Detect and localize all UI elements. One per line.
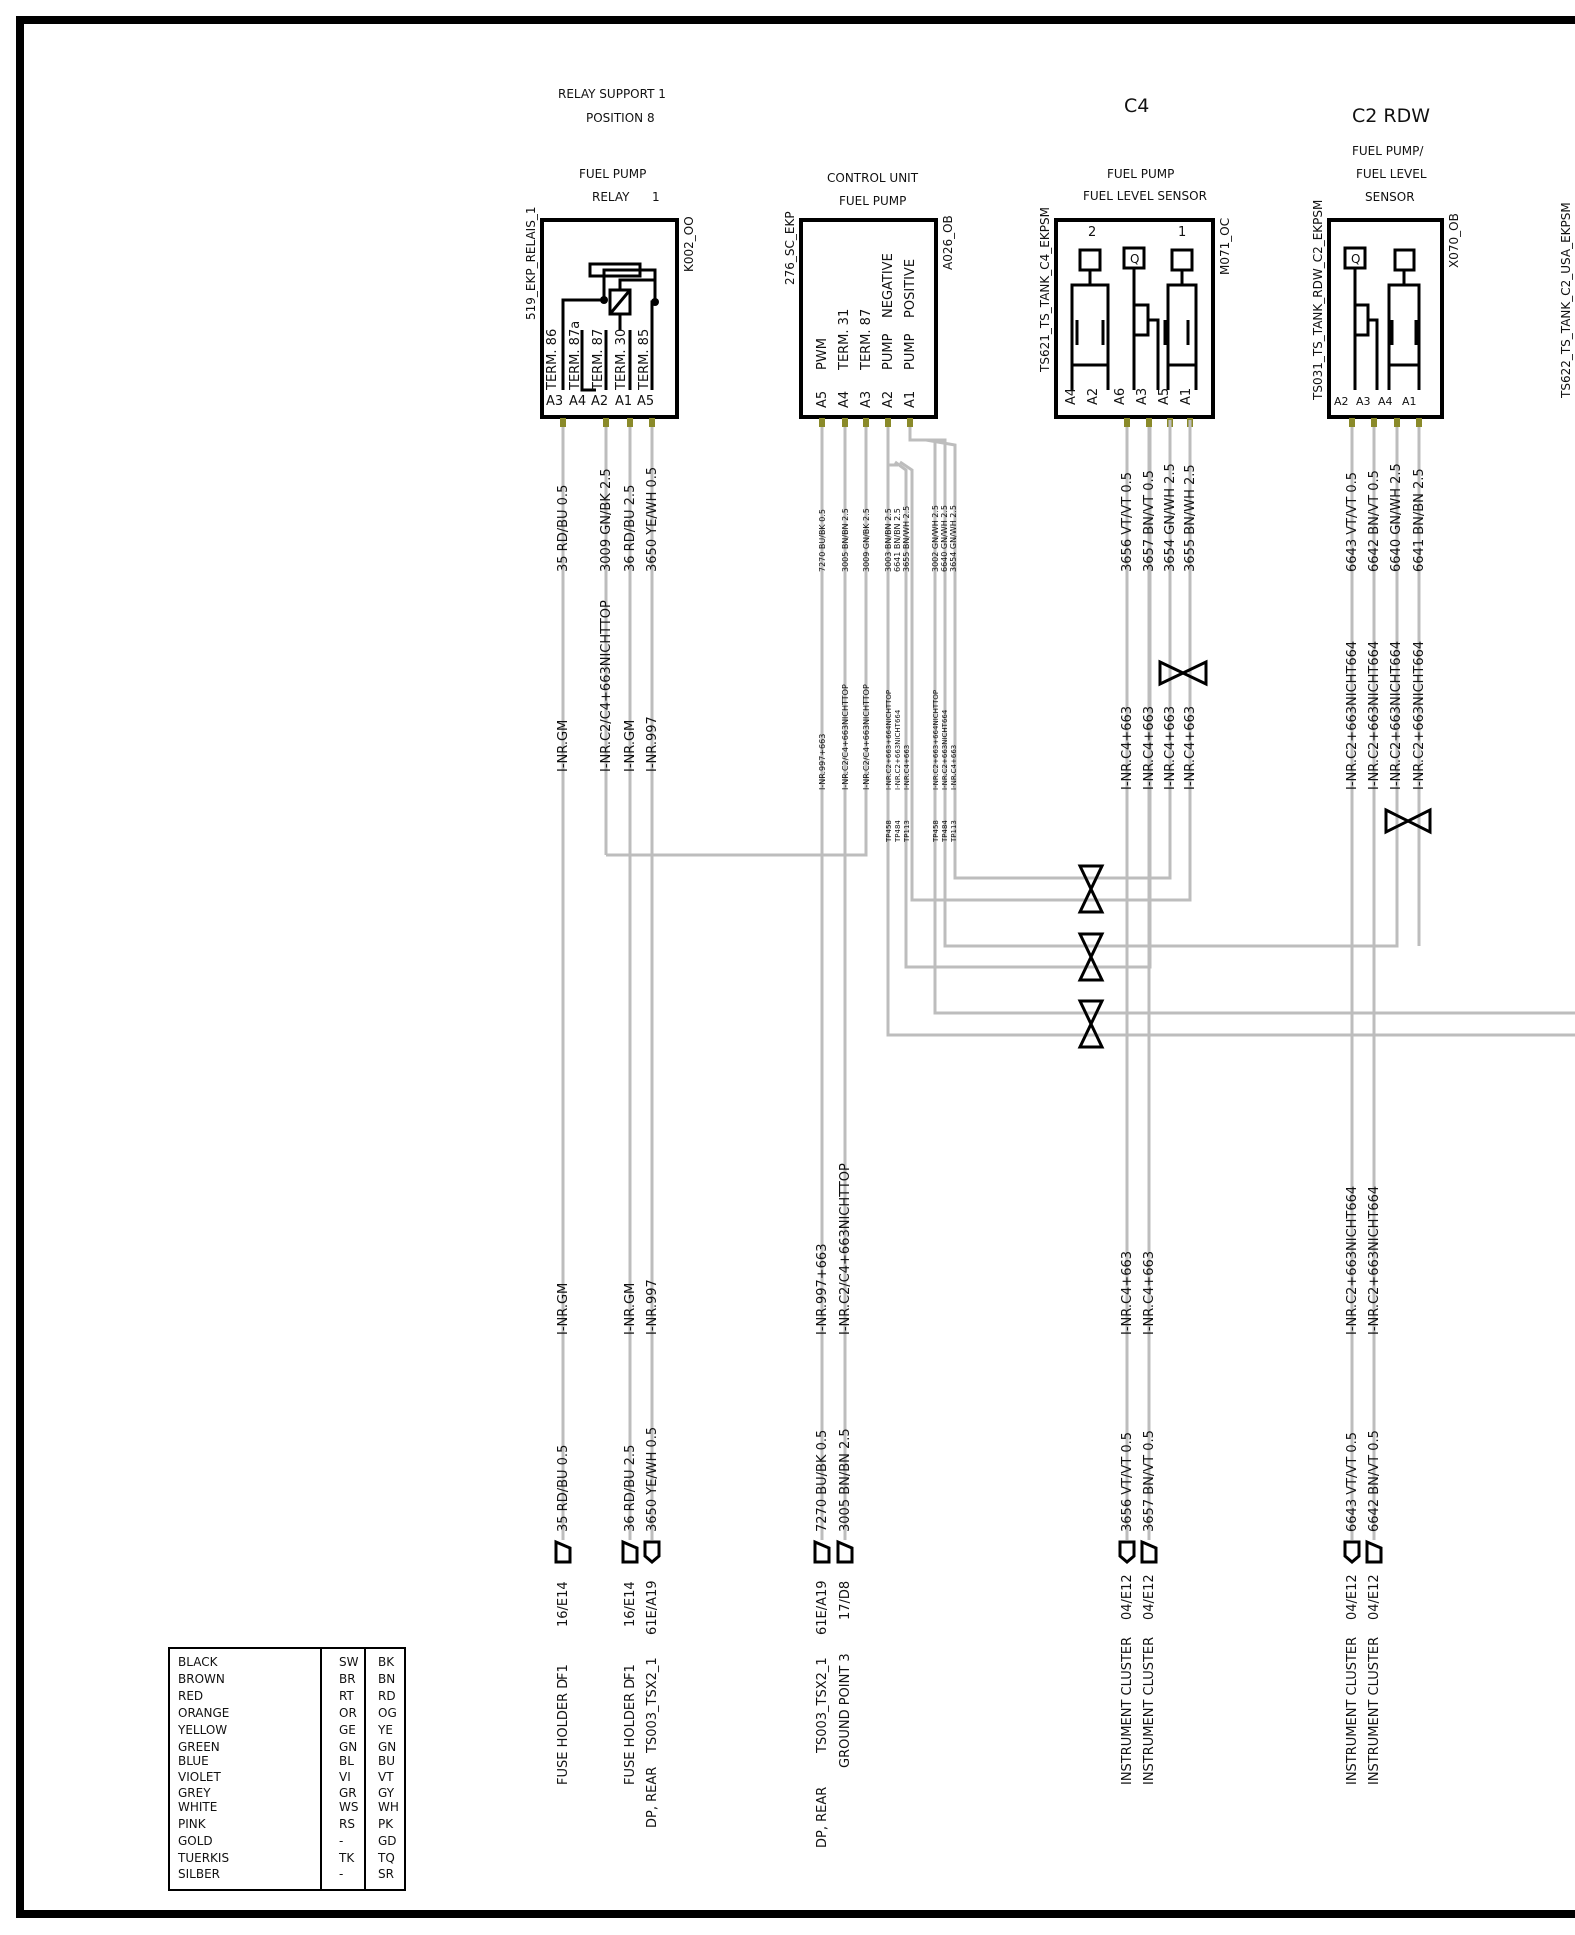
svg-text:3005 BN/BN 2.5: 3005 BN/BN 2.5: [841, 508, 850, 572]
variant-title-c2: C2 RDW: [1352, 105, 1431, 127]
cu-right-code: A026_OB: [941, 215, 955, 270]
legend-german-12: TK: [339, 1851, 355, 1865]
svg-text:16/E14: 16/E14: [623, 1581, 638, 1627]
svg-text:I-NR.C2+663NICHT664: I-NR.C2+663NICHT664: [1367, 1185, 1382, 1335]
variant-title-c4: C4: [1124, 95, 1150, 117]
svg-text:A1: A1: [615, 394, 633, 409]
svg-text:A2: A2: [1334, 395, 1349, 408]
svg-text:3655 BN/WH 2.5: 3655 BN/WH 2.5: [1183, 464, 1198, 572]
legend-german-9: WS: [339, 1800, 359, 1814]
legend-german-8: GR: [339, 1786, 357, 1800]
svg-text:I-NR.C4+663: I-NR.C4+663: [950, 744, 958, 790]
svg-text:A4: A4: [837, 390, 852, 408]
svg-text:Q: Q: [1351, 252, 1361, 266]
svg-text:I-NR.GM: I-NR.GM: [623, 1282, 638, 1335]
svg-text:A5: A5: [815, 390, 830, 408]
legend-german-6: BL: [339, 1754, 354, 1768]
svg-text:DP, REAR: DP, REAR: [815, 1786, 830, 1848]
legend-colors-13: SILBER: [178, 1867, 220, 1881]
svg-text:3003 BN/BN 2.5: 3003 BN/BN 2.5: [884, 508, 893, 572]
legend-german-3: OR: [339, 1706, 357, 1720]
svg-text:I-NR.C4+663: I-NR.C4+663: [1142, 1250, 1157, 1335]
svg-text:I-NR.C4+663: I-NR.C4+663: [1183, 705, 1198, 790]
svg-text:A3: A3: [546, 394, 564, 409]
legend-english-2: RD: [378, 1689, 396, 1703]
svg-text:6643 VT/VT 0.5: 6643 VT/VT 0.5: [1345, 1431, 1360, 1532]
relay-header-2: POSITION 8: [586, 111, 655, 125]
svg-text:6641 BN/BN 2.5: 6641 BN/BN 2.5: [1412, 468, 1427, 572]
legend-english-3: OG: [378, 1706, 397, 1720]
legend-colors-5: GREEN: [178, 1740, 220, 1754]
svg-text:I-NR.C2+663NICHT664: I-NR.C2+663NICHT664: [894, 709, 902, 790]
svg-text:F1: F1: [623, 1664, 638, 1680]
svg-text:7270 BU/BK 0.5: 7270 BU/BK 0.5: [818, 509, 827, 572]
svg-text:35 RD/BU 0.5: 35 RD/BU 0.5: [556, 484, 571, 572]
svg-text:TERM. 85: TERM. 85: [637, 328, 652, 390]
legend-german-11: -: [339, 1834, 344, 1848]
wire-labels-relay: [556, 467, 660, 1532]
edge-component-code: TS622_TS_TANK_C2_USA_EKPSM: [1559, 202, 1573, 398]
svg-text:04/E12: 04/E12: [1120, 1574, 1135, 1620]
svg-text:I-NR.997+663: I-NR.997+663: [815, 1243, 830, 1335]
c2-name-2: FUEL LEVEL: [1356, 167, 1427, 181]
legend-colors-8: GREY: [178, 1786, 211, 1800]
cu-name-2: FUEL PUMP: [839, 194, 907, 208]
svg-text:A3: A3: [859, 390, 874, 408]
relay-right-code: K002_OO: [682, 216, 696, 272]
legend-colors-9: WHITE: [178, 1800, 218, 1814]
svg-text:35 RD/BU 0.5: 35 RD/BU 0.5: [556, 1444, 571, 1532]
svg-text:INSTRUMENT CLUSTER: INSTRUMENT CLUSTER: [1367, 1636, 1382, 1785]
c4-right-code: M071_OC: [1218, 217, 1232, 275]
svg-text:INSTRUMENT CLUSTER: INSTRUMENT CLUSTER: [1142, 1636, 1157, 1785]
svg-text:3009 GN/BK 2.5: 3009 GN/BK 2.5: [862, 508, 871, 572]
svg-text:A5: A5: [637, 394, 655, 409]
svg-text:FUSE HOLDER D: FUSE HOLDER D: [556, 1678, 571, 1785]
c2-right-code: X070_OB: [1447, 213, 1461, 268]
svg-text:04/E12: 04/E12: [1142, 1574, 1157, 1620]
legend-colors-6: BLUE: [178, 1754, 209, 1768]
svg-text:A3: A3: [1356, 395, 1371, 408]
svg-text:DP, REAR: DP, REAR: [645, 1766, 660, 1828]
svg-text:3650 YE/WH 0.5: 3650 YE/WH 0.5: [645, 1426, 660, 1532]
svg-text:I-NR.C2/C4+663NICHTTOP: I-NR.C2/C4+663NICHTTOP: [599, 600, 614, 772]
relay-header-1: RELAY SUPPORT 1: [558, 87, 666, 101]
legend-english-12: TQ: [378, 1851, 395, 1865]
relay-name-3: 1: [652, 190, 660, 204]
svg-text:3654 GN/WH 2.5: 3654 GN/WH 2.5: [949, 505, 958, 572]
svg-text:I-NR.997+663: I-NR.997+663: [818, 733, 827, 790]
legend-english-8: GY: [378, 1786, 395, 1800]
svg-text:3654 GN/WH 2.5: 3654 GN/WH 2.5: [1163, 463, 1178, 572]
svg-text:17/D8: 17/D8: [838, 1580, 853, 1620]
legend-english-1: BN: [378, 1672, 396, 1686]
svg-text:TP484: TP484: [894, 820, 902, 842]
legend-english-4: YE: [378, 1723, 393, 1737]
legend-german-0: SW: [339, 1655, 359, 1669]
legend-german-13: -: [339, 1867, 344, 1881]
svg-text:A2: A2: [881, 390, 896, 408]
legend-english-13: SR: [378, 1867, 394, 1881]
legend-german-4: GE: [339, 1723, 356, 1737]
legend-colors-7: VIOLET: [178, 1770, 221, 1784]
svg-text:FUSE HOLDER D: FUSE HOLDER D: [623, 1678, 638, 1785]
svg-text:I-NR.GM: I-NR.GM: [623, 719, 638, 772]
svg-text:I-NR.C2+663NICHT664: I-NR.C2+663NICHT664: [1367, 640, 1382, 790]
legend-english-9: WH: [378, 1800, 399, 1814]
wire-labels-c2: [1345, 463, 1427, 1532]
relay-pin-labels: [546, 394, 654, 409]
legend-colors-3: ORANGE: [178, 1706, 230, 1720]
svg-text:TP113: TP113: [950, 820, 958, 842]
svg-text:F1: F1: [556, 1664, 571, 1680]
svg-text:I-NR.997: I-NR.997: [645, 716, 660, 772]
svg-text:61E/A19: 61E/A19: [815, 1580, 830, 1635]
svg-text:A3: A3: [1135, 387, 1150, 405]
svg-text:3005 BN/BN 2.5: 3005 BN/BN 2.5: [838, 1428, 853, 1532]
legend-colors-10: PINK: [178, 1817, 206, 1831]
svg-text:TERM. 86: TERM. 86: [545, 328, 560, 390]
c2-name-1: FUEL PUMP/: [1352, 144, 1424, 158]
legend-english-0: BK: [378, 1655, 395, 1669]
svg-text:TERM. 87: TERM. 87: [591, 328, 606, 390]
legend-german-2: RT: [339, 1689, 354, 1703]
svg-text:PWM: PWM: [815, 338, 830, 370]
svg-text:TS003_TSX2_1: TS003_TSX2_1: [645, 1657, 660, 1753]
legend-english-6: BU: [378, 1754, 396, 1768]
svg-text:1: 1: [1178, 225, 1187, 240]
svg-text:6640 GN/WH 2.5: 6640 GN/WH 2.5: [940, 505, 949, 572]
svg-text:3656 VT/VT 0.5: 3656 VT/VT 0.5: [1120, 471, 1135, 572]
svg-text:I-NR.C4+663: I-NR.C4+663: [903, 744, 911, 790]
svg-text:04/E12: 04/E12: [1345, 1574, 1360, 1620]
svg-text:3656 VT/VT 0.5: 3656 VT/VT 0.5: [1120, 1431, 1135, 1532]
svg-text:36 RD/BU 2.5: 36 RD/BU 2.5: [623, 1444, 638, 1532]
legend-german-5: GN: [339, 1740, 358, 1754]
svg-text:I-NR.C2/C4+663NICHTTOP: I-NR.C2/C4+663NICHTTOP: [841, 684, 850, 790]
svg-text:3650 YE/WH 0.5: 3650 YE/WH 0.5: [645, 466, 660, 572]
c2-left-code: TS031_TS_TANK_RDW_C2_EKPSM: [1311, 199, 1325, 400]
svg-text:I-NR.C4+663: I-NR.C4+663: [1163, 705, 1178, 790]
svg-text:2: 2: [1088, 225, 1097, 240]
svg-text:POSITIVE: POSITIVE: [903, 258, 918, 318]
legend-colors-0: BLACK: [178, 1655, 218, 1669]
c2-name-3: SENSOR: [1365, 190, 1415, 204]
svg-text:INSTRUMENT CLUSTER: INSTRUMENT CLUSTER: [1345, 1636, 1360, 1785]
svg-text:3655 BN/WH 2.5: 3655 BN/WH 2.5: [902, 505, 911, 572]
svg-text:I-NR.C2+663+664NICHTTOP: I-NR.C2+663+664NICHTTOP: [932, 689, 940, 790]
fuel-pump-relay: [524, 87, 696, 427]
svg-text:A4: A4: [569, 394, 587, 409]
svg-text:A1: A1: [903, 390, 918, 408]
c4-name-1: FUEL PUMP: [1107, 167, 1175, 181]
svg-text:61E/A19: 61E/A19: [645, 1580, 660, 1635]
svg-text:TERM. 30: TERM. 30: [614, 328, 629, 390]
svg-text:I-NR.C2+663NICHT664: I-NR.C2+663NICHT664: [1389, 640, 1404, 790]
svg-text:04/E12: 04/E12: [1367, 1574, 1382, 1620]
svg-text:I-NR.C4+663: I-NR.C4+663: [1142, 705, 1157, 790]
svg-text:I-NR.GM: I-NR.GM: [556, 719, 571, 772]
svg-text:I-NR.C2/C4+663NICHTTOP: I-NR.C2/C4+663NICHTTOP: [838, 1163, 853, 1335]
svg-text:I-NR.C4+663: I-NR.C4+663: [1120, 705, 1135, 790]
legend-german-10: RS: [339, 1817, 355, 1831]
svg-text:A5: A5: [1157, 387, 1172, 405]
legend-english-5: GN: [378, 1740, 397, 1754]
svg-text:A1: A1: [1402, 395, 1417, 408]
svg-text:3657 BN/VT 0.5: 3657 BN/VT 0.5: [1142, 470, 1157, 572]
svg-text:TP484: TP484: [941, 820, 949, 842]
svg-text:6640 GN/WH 2.5: 6640 GN/WH 2.5: [1389, 463, 1404, 572]
svg-text:6643 VT/VT 0.5: 6643 VT/VT 0.5: [1345, 471, 1360, 572]
legend-german-7: VI: [339, 1770, 351, 1784]
color-legend: [169, 1648, 405, 1890]
svg-text:A4: A4: [1378, 395, 1393, 408]
svg-text:A2: A2: [591, 394, 609, 409]
svg-text:Q: Q: [1130, 252, 1140, 266]
svg-text:TERM. 87: TERM. 87: [859, 308, 874, 370]
relay-name-1: FUEL PUMP: [579, 167, 647, 181]
svg-text:I-NR.GM: I-NR.GM: [556, 1282, 571, 1335]
svg-text:16/E14: 16/E14: [556, 1581, 571, 1627]
legend-english-10: PK: [378, 1817, 394, 1831]
svg-text:INSTRUMENT CLUSTER: INSTRUMENT CLUSTER: [1120, 1636, 1135, 1785]
fuel-level-sensor-c2: [1311, 144, 1461, 427]
svg-text:PUMP: PUMP: [903, 333, 918, 370]
svg-text:I-NR.997: I-NR.997: [645, 1279, 660, 1335]
wires: [563, 420, 1575, 1540]
svg-text:7270 BU/BK 0.5: 7270 BU/BK 0.5: [815, 1429, 830, 1532]
svg-text:6642 BN/VT 0.5: 6642 BN/VT 0.5: [1367, 1430, 1382, 1532]
svg-text:TP458: TP458: [932, 820, 940, 842]
c4-name-2: FUEL LEVEL SENSOR: [1083, 189, 1207, 203]
wire-labels-c4: [1120, 463, 1198, 1532]
svg-text:I-NR.C2+663+664NICHTTOP: I-NR.C2+663+664NICHTTOP: [885, 689, 893, 790]
svg-text:I-NR.C4+663: I-NR.C4+663: [1120, 1250, 1135, 1335]
legend-colors-4: YELLOW: [178, 1723, 228, 1737]
legend-colors-1: BROWN: [178, 1672, 225, 1686]
cu-name-1: CONTROL UNIT: [827, 171, 919, 185]
svg-text:I-NR.C2+663NICHT664: I-NR.C2+663NICHT664: [941, 709, 949, 790]
svg-text:TP113: TP113: [903, 820, 911, 842]
svg-text:A6: A6: [1113, 387, 1128, 405]
svg-text:PUMP: PUMP: [881, 333, 896, 370]
fuel-level-sensor-c4: [1038, 167, 1232, 427]
svg-text:3009 GN/BK 2.5: 3009 GN/BK 2.5: [599, 468, 614, 572]
svg-text:36 RD/BU 2.5: 36 RD/BU 2.5: [623, 484, 638, 572]
svg-text:A2: A2: [1086, 387, 1101, 405]
svg-text:TS003_TSX2_1: TS003_TSX2_1: [815, 1657, 830, 1753]
legend-colors-12: TUERKIS: [178, 1851, 230, 1865]
svg-text:I-NR.C2/C4+663NICHTTOP: I-NR.C2/C4+663NICHTTOP: [862, 684, 871, 790]
svg-text:3002 GN/WH 2.5: 3002 GN/WH 2.5: [931, 505, 940, 572]
legend-english-11: GD: [378, 1834, 397, 1848]
svg-text:6642 BN/VT 0.5: 6642 BN/VT 0.5: [1367, 470, 1382, 572]
relay-name-2: RELAY: [592, 190, 630, 204]
fuel-pump-control-unit: [783, 171, 955, 427]
svg-text:GROUND POINT 3: GROUND POINT 3: [838, 1653, 853, 1768]
svg-text:3657 BN/VT 0.5: 3657 BN/VT 0.5: [1142, 1430, 1157, 1532]
svg-text:I-NR.C2+663NICHT664: I-NR.C2+663NICHT664: [1345, 1185, 1360, 1335]
svg-text:A4: A4: [1064, 387, 1079, 405]
connector-arrows: [556, 1542, 1381, 1562]
svg-text:NEGATIVE: NEGATIVE: [881, 253, 896, 318]
svg-text:TERM. 31: TERM. 31: [837, 308, 852, 370]
c4-left-code: TS621_TS_TANK_C4_EKPSM: [1038, 207, 1052, 372]
legend-colors-11: GOLD: [178, 1834, 213, 1848]
legend-german-1: BR: [339, 1672, 356, 1686]
svg-text:TERM. 87a: TERM. 87a: [568, 320, 583, 390]
legend-colors-2: RED: [178, 1689, 204, 1703]
connector-references: [556, 1574, 1382, 1848]
svg-text:6641 BN/BN 2.5: 6641 BN/BN 2.5: [893, 508, 902, 572]
svg-text:TP458: TP458: [885, 820, 893, 842]
cu-left-code: 276_SC_EKP: [783, 211, 797, 285]
svg-text:I-NR.C2+663NICHT664: I-NR.C2+663NICHT664: [1345, 640, 1360, 790]
legend-english-7: VT: [378, 1770, 394, 1784]
relay-left-code: 519_EKP_RELAIS_1: [524, 206, 538, 320]
svg-text:I-NR.C2+663NICHT664: I-NR.C2+663NICHT664: [1412, 640, 1427, 790]
svg-text:A1: A1: [1179, 387, 1194, 405]
